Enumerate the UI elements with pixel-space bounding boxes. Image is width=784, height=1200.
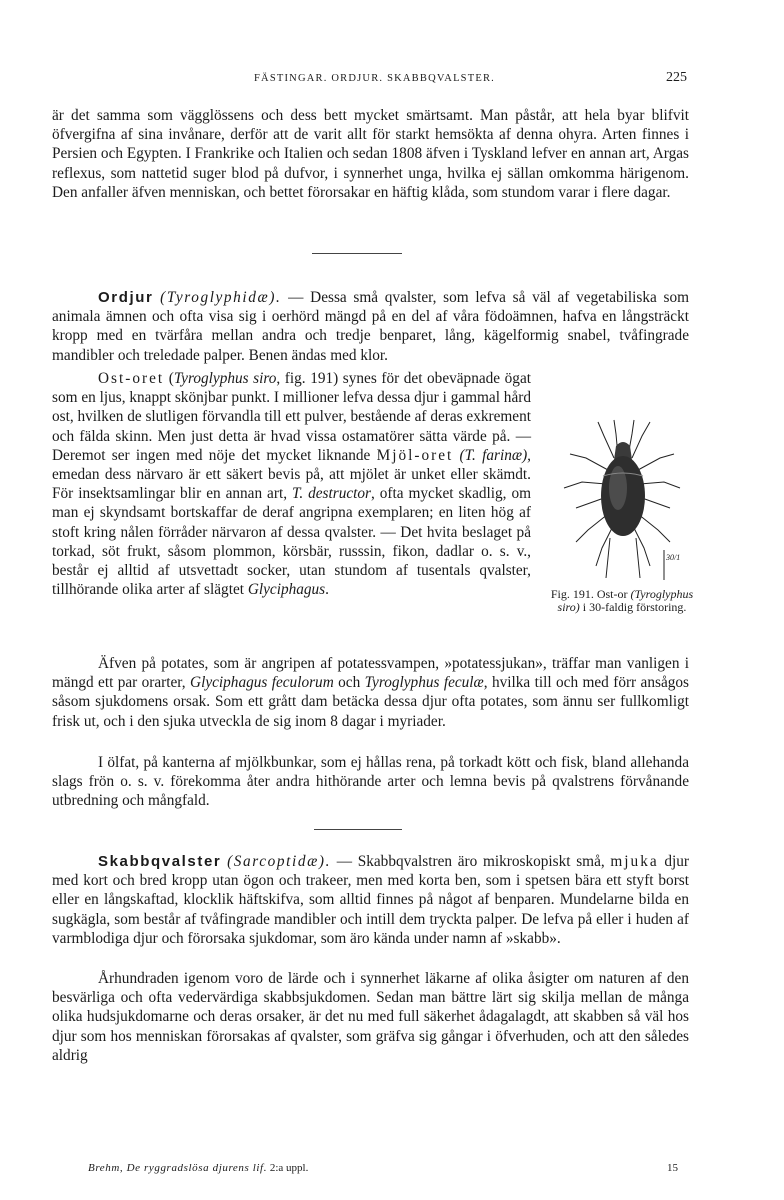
scale-mark (664, 550, 680, 580)
page-number: 225 (666, 70, 687, 85)
figure-caption-rest: i 30-faldig förstoring. (582, 600, 687, 614)
section-divider-2 (314, 829, 402, 830)
olfat-paragraph: I ölfat, på kanterna af mjölkbunkar, som ej hållas rena, på torkadt kött och fisk, bland allehanda slags frön o. s. v. förekomma åter andra hithörande arter och lemna bevis på qvalstrens förvånande utbredning och mångfald. (52, 754, 689, 810)
ostoret-t3: emedan dess närvaro är ett säkert bevis på, att mjölet är unket eller skämdt. För insektsamlingar blir en annan art, (52, 466, 531, 503)
figure-caption-latin: (Tyroglyphus siro) (557, 587, 694, 614)
potatis-t2: och (333, 674, 365, 692)
ordjur-latin: (Tyroglyphidæ). (160, 289, 282, 306)
intro-paragraph: är det samma som vägglössens och dess bett mycket smärtsamt. Man påstår, att hela byar blifvit öfvergifna af sina invånare, derför att de varit allt för starkt hemsökta af denna ohyra. Arten finnes i Persien och Egypten. I Frankrike och Italien och sedan 1808 äfven i Tyskland lefver en annan art, Argas reflexus, som nattetid suger blod på dufvor, i synnerhet unga, hvilka ej sällan omkomma härigenom. Den anfaller äfven menniskan, och bettet förorsakar en häftig klåda, som stundom varar i flere dagar. (52, 107, 689, 201)
ostoret-latin1: Tyroglyphus siro (173, 370, 277, 387)
section-divider (312, 253, 402, 254)
skabb-t1: — Skabbqvalstren äro mikroskopiskt små, (331, 853, 611, 870)
ostoret-t4: , ofta mycket skadlig, om man ej skyndsamt bortskaffar de deraf angripna exemplaren; en liten hög af stoft kring nålen förråder närvaron af dessa qvalster. — Det hvita beslaget på torkad, söt frukt, såsom plommon, körsbär, russsin, fikon, dadlar o. s. v., består ej alltid af utsvettadt socker, utan stundom af tusentals qvalster, tillhörande olika arter af slägtet (52, 485, 531, 599)
ostoret-t2: , fig. 191) synes för det obeväpnade ögat som en ljus, knappt skönjbar punkt. I millioner lefva dessa djur i gammal hård ost, hvilken de slutligen förvandla till ett pulver, bestående af deras exkrement och fälda skinn. Men just detta är hvad vissa ostamatörer sätta värde på. — Deremot ser ingen med nöje det mycket liknande (52, 370, 531, 464)
skabb-spaced: mjuka (610, 853, 659, 870)
ordjur-text: — Dessa små qvalster, som lefva så väl af vegetabiliska som animala ämnen och ofta visa sig i oerhörd mängd på en del af våra födoämnen, hafva en långsträckt kropp med en tvärfåra mellan andra och tredje benparet, lång, kägelformig snabel, tvåfingrade mandibler och treledade palper. Benen ändas med klor. (52, 289, 689, 364)
ostoret-latin2: (T. farinæ), (453, 446, 532, 464)
ostoret-latin3: T. destructor (291, 485, 371, 503)
ostoret-t5: . (325, 581, 329, 599)
ostoret-latin4: Glyciphagus (247, 581, 326, 599)
potatis-paragraph (52, 654, 689, 731)
skabb-t2: djur med kort och bred kropp utan ögon och trakeer, men med korta ben, som i spetsen bära ett styft borst eller en långskaftad, klocklik häftskifva, som alltid finnes på något af benparen. Mundelarne bilda en sugkägla, som består af tvåfingrade mandibler och intill dem tryckta palper. De lefva på eller i huden af varmblodiga djur och förorsaka sjukdomar, som äro kända under namn af »skabb». (52, 853, 690, 947)
figure-caption-name: Ost-or (596, 587, 628, 601)
ostoret-t1: ( (164, 370, 174, 387)
scale-mark-label: 30/1 (666, 553, 681, 562)
figure-caption-label: Fig. 191. (550, 587, 594, 601)
running-header (62, 70, 687, 90)
ordjur-heading: Ordjur (98, 289, 154, 306)
running-title: FÄSTINGAR. ORDJUR. SKABBQVALSTER. (254, 73, 495, 84)
footer-source: Brehm, De ryggradslösa djurens lif. (88, 1162, 268, 1174)
footer-edition: 2:a uppl. (269, 1162, 309, 1174)
skabb-paragraph (52, 852, 689, 948)
potatis-t3: , hvilka till och med förr ansågos såsom sjukdomens orsak. Som ett grått dam betäcka dessa djur ofta potates, som ännu ser fullkomligt frisk ut, och i den sjuka utveckla de sig inom 8 dagar i myriader. (52, 674, 689, 730)
footer-signature: 15 (667, 1162, 678, 1174)
footer (88, 1162, 678, 1174)
mite-illustration (546, 418, 696, 588)
ordjur-paragraph (52, 288, 689, 365)
potatis-latin1: Glyciphagus feculorum (190, 674, 334, 692)
potatis-t1: Äfven på potates, som är angripen af potatessvampen, »potatessjukan», träffar man vanligen i mängd ett par orarter, (52, 655, 689, 692)
mjoloret-name: Mjöl-oret (376, 446, 454, 464)
skabb-heading: Skabbqvalster (98, 853, 222, 870)
figure-caption (548, 588, 696, 614)
arhundraden-paragraph: Århundraden igenom voro de lärde och i synnerhet läkarne af olika åsigter om naturen af den besvärliga och ofta vedervärdiga skabbsjukdomen. Sedan man bättre lärt sig skilja mellan de många olika hudsjukdomarne och deras orsaker, är det nu med full säkerhet ådagalagdt, att skabben så väl hos djur som hos menniskan förorsakas af qvalster, som gräfva sig gångar i öfverhuden, och att den således aldrig (52, 970, 689, 1064)
potatis-latin2: Tyroglyphus feculæ (364, 674, 484, 692)
skabb-latin: (Sarcoptidæ). (227, 853, 332, 870)
ostoret-name-text: Ost-oret (98, 370, 165, 387)
